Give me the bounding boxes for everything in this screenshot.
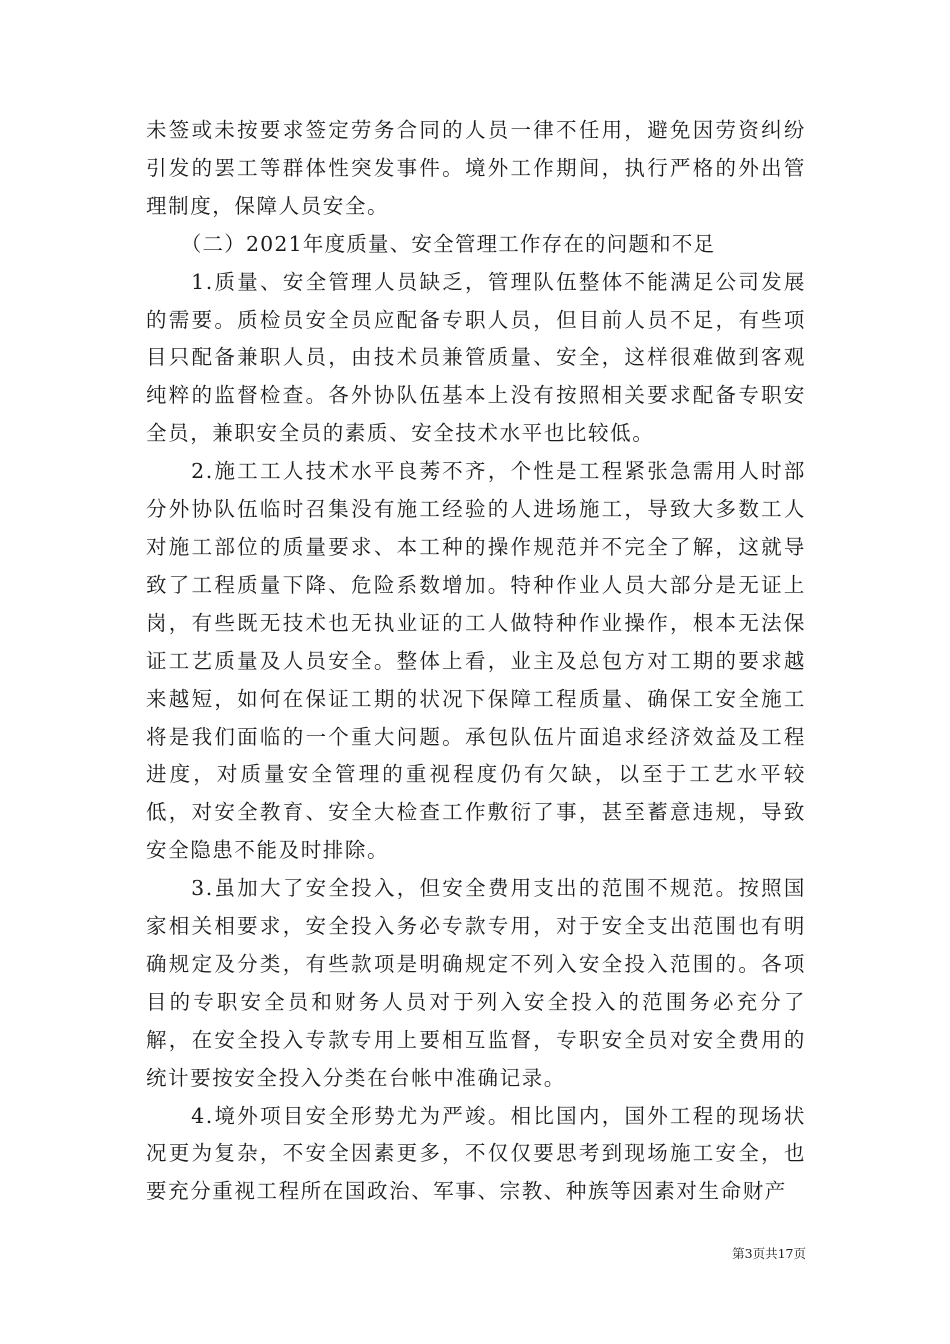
paragraph-item-3: 3.虽加大了安全投入，但安全费用支出的范围不规范。按照国家相关相要求，安全投入务必专款专用，对于安全支出范围也有明确规定及分类，有些款项是明确规定不列入安全投入范围的。各项目的专职安全员和财务人员对于列入安全投入的范围务必充分了解，在安全投入专款专用上要相互监督，专职安全员对安全费用的统计要按安全投入分类在台帐中准确记录。 <box>146 876 806 1090</box>
paragraph-item-1: 1.质量、安全管理人员缺乏，管理队伍整体不能满足公司发展的需要。质检员安全员应配备专职人员，但目前人员不足，有些项目只配备兼职人员，由技术员兼管质量、安全，这样很难做到客观纯粹的监督检查。各外协队伍基本上没有按照相关要求配备专职安全员，兼职安全员的素质、安全技术水平也比较低。 <box>146 269 806 446</box>
section-heading: （二）2021年度质量、安全管理工作存在的问题和不足 <box>180 231 716 256</box>
paragraph-continuation: 未签或未按要求签定劳务合同的人员一律不任用，避免因劳资纠纷引发的罢工等群体性突发事件。境外工作期间，执行严格的外出管理制度，保障人员安全。 <box>146 118 806 218</box>
paragraph-item-4: 4.境外项目安全形势尤为严竣。相比国内，国外工程的现场状况更为复杂，不安全因素更多，不仅仅要思考到现场施工安全，也要充分重视工程所在国政治、军事、宗教、种族等因素对生命财产 <box>146 1103 806 1204</box>
paragraph-item-2: 2.施工工人技术水平良莠不齐，个性是工程紧张急需用人时部分外协队伍临时召集没有施工经验的人进场施工，导致大多数工人对施工部位的质量要求、本工种的操作规范并不完全了解，这就导致了工程质量下降、危险系数增加。特种作业人员大部分是无证上岗，有些既无技术也无执业证的工人做特种作业操作，根本无法保证工艺质量及人员安全。整体上看，业主及总包方对工期的要求越来越短，如何在保证工期的状况下保障工程质量、确保工安全施工将是我们面临的一个重大问题。承包队伍片面追求经济效益及工程进度，对质量安全管理的重视程度仍有欠缺，以至于工艺水平较低，对安全教育、安全大检查工作敷衍了事，甚至蓄意违规，导致安全隐患不能及时排除。 <box>146 459 806 863</box>
document-body <box>146 112 806 1211</box>
page-number-footer: 第3页共17页 <box>732 1246 806 1261</box>
